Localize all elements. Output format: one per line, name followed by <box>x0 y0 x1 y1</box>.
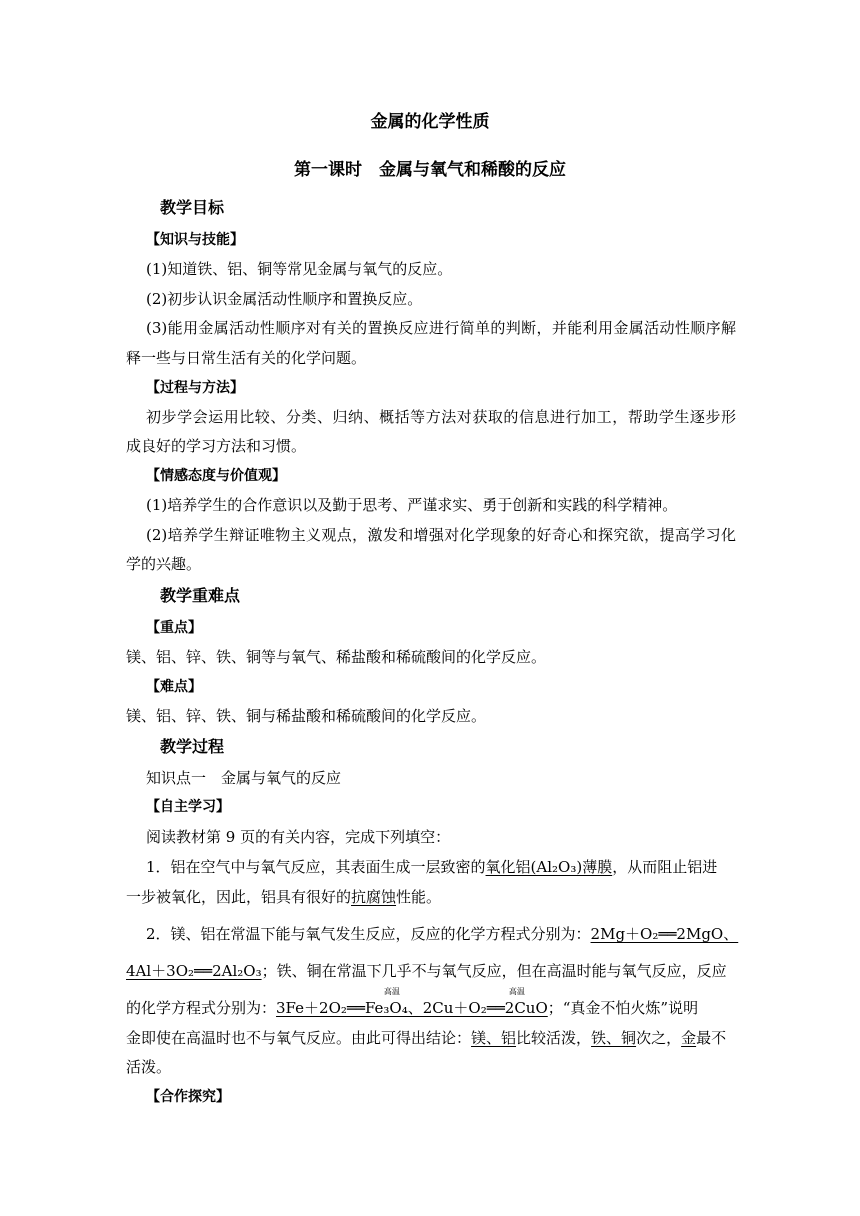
high-temp-equations <box>276 987 548 1018</box>
question-2-line2: 4Al＋3O₂══2Al₂O₃；铁、铜在常温下几乎不与氧气反应，但在高温时能与氧气反应，反应 <box>126 962 727 980</box>
subheading-key: 【重点】 <box>146 620 202 636</box>
page-title: 金属的化学性质 <box>370 112 490 132</box>
answer-fe-cu-equations: 3Fe＋2O₂══Fe₃O₄、2Cu＋O₂══2CuO <box>276 999 548 1017</box>
subheading-attitude: 【情感态度与价值观】 <box>146 468 286 484</box>
subheading-self-study: 【自主学习】 <box>146 799 230 815</box>
answer-fe-cu: 铁、铜 <box>591 1029 637 1047</box>
paragraph-at2-line2: 学的兴趣。 <box>126 555 202 573</box>
question-1-line1: 1．铝在空气中与氧气反应，其表面生成一层致密的氧化铝(Al₂O₃)薄膜，从而阻止铝进 <box>146 858 718 876</box>
paragraph-ks3-line1: (3)能用金属活动性顺序对有关的置换反应进行简单的判断，并能利用金属活动性顺序解 <box>146 319 736 337</box>
paragraph-pm-line2: 成良好的学习方法和习惯。 <box>126 437 307 455</box>
page-subtitle: 第一课时 金属与氧气和稀酸的反应 <box>294 160 566 180</box>
knowledge-point-1: 知识点一 金属与氧气的反应 <box>146 769 342 787</box>
paragraph-ks1: (1)知道铁、铝、铜等常见金属与氧气的反应。 <box>146 260 453 278</box>
heading-objectives: 教学目标 <box>160 198 225 217</box>
subheading-process-methods: 【过程与方法】 <box>146 380 244 396</box>
heading-key-difficult: 教学重难点 <box>160 586 241 605</box>
paragraph-at1: (1)培养学生的合作意识以及勤于思考、严谨求实、勇于创新和实践的科学精神。 <box>146 496 678 514</box>
paragraph-read: 阅读教材第 9 页的有关内容，完成下列填空： <box>146 828 451 846</box>
subheading-cooperate: 【合作探究】 <box>146 1089 230 1105</box>
question-2-line1: 2．镁、铝在常温下能与氧气发生反应，反应的化学方程式分别为：2Mg＋O₂══2MgO、 <box>146 925 739 943</box>
question-1-line2: 一步被氧化，因此，铝具有很好的抗腐蚀性能。 <box>126 888 442 906</box>
paragraph-pm-line1: 初步学会运用比较、分类、归纳、概括等方法对获取的信息进行加工，帮助学生逐步形 <box>146 408 736 426</box>
paragraph-key: 镁、铝、锌、铁、铜等与氧气、稀盐酸和稀硫酸间的化学反应。 <box>126 648 547 666</box>
answer-mg-equation: 2Mg＋O₂══2MgO、 <box>590 925 739 943</box>
question-2-line3: 的化学方程式分别为：3Fe＋2O₂══Fe₃O₄、2Cu＋O₂══2CuO 高温 高温 ；“真金不怕火炼”说明 <box>126 987 699 1017</box>
paragraph-difficult: 镁、铝、锌、铁、铜与稀盐酸和稀硫酸间的化学反应。 <box>126 707 487 725</box>
answer-mg-al: 镁、铝 <box>471 1029 517 1047</box>
paragraph-at2-line1: (2)培养学生辩证唯物主义观点，激发和增强对化学现象的好奇心和探究欲，提高学习化 <box>146 526 736 544</box>
answer-al-equation: 4Al＋3O₂══2Al₂O₃ <box>126 962 262 980</box>
subheading-difficult: 【难点】 <box>146 679 202 695</box>
answer-gold: 金 <box>681 1029 697 1047</box>
answer-anti-corrosion: 抗腐蚀 <box>351 888 397 906</box>
condition-high-temp-fe: 高温 <box>383 987 400 996</box>
condition-high-temp-cu: 高温 <box>508 987 525 996</box>
paragraph-ks3-line2: 释一些与日常生活有关的化学问题。 <box>126 349 367 367</box>
question-2-line4: 金即使在高温时也不与氧气反应。由此可得出结论：镁、铝比较活泼，铁、铜次之，金最不 <box>126 1029 727 1047</box>
paragraph-ks2: (2)初步认识金属活动性顺序和置换反应。 <box>146 290 423 308</box>
question-2-line5: 活泼。 <box>126 1058 172 1076</box>
heading-process: 教学过程 <box>160 737 225 756</box>
subheading-knowledge-skills: 【知识与技能】 <box>146 232 244 248</box>
answer-alumina-film: 氧化铝(Al₂O₃)薄膜 <box>485 858 613 876</box>
